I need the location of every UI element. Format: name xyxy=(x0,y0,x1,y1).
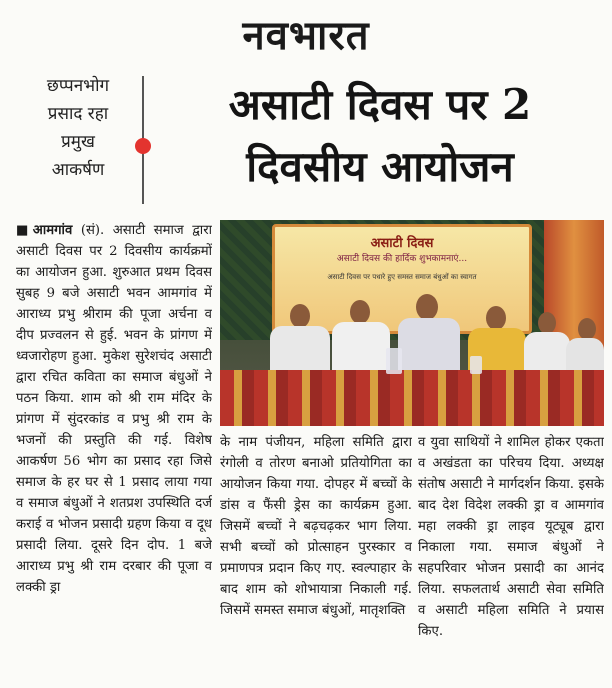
article-column-2: के नाम पंजीयन, महिला समिति द्वारा रंगोली व तोरण बनाओ प्रतियोगिता का आयोजन किया गया. दोपहर में बच्चों के डांस व फैंसी ड्रेस का कार्यक्रम हुआ. जिसमें बच्चों ने बढ़चढ़कर भाग लिया. सभी बच्चों को प्रोत्साहन पुरस्कार व प्रमाणपत्र प्रदान किए गए. स्वल्पाहार के बाद शाम को शोभायात्रा निकाली गई. जिसमें समस्त समाज बंधुओं, मातृशक्ति xyxy=(220,435,412,618)
newspaper-masthead: नवभारत xyxy=(242,12,370,59)
person xyxy=(416,294,438,320)
banner-subtitle: असाटी दिवस की हार्दिक शुभकामनाएं... xyxy=(336,254,468,264)
person xyxy=(290,304,310,328)
article-text-1: (सं). असाटी समाज द्वारा असाटी दिवस पर 2 दिवसीय कार्यक्रमों का आयोजन हुआ. शुरुआत प्रथम दिवस सुबह 9 बजे असाटी भवन आमगांव में आराध्य प्रभु श्रीराम की पूजा अर्चना व दीप प्रज्वलन से हुई. भवन के प्रांगण में ध्वजारोहण हुआ. मुकेश सुरेशचंद असाटी द्वारा रचित कविता का समाज बंधुओं ने पठन किया. शाम को श्री राम मंदिर के प्रांगण में सुंदरकांड व प्रभु श्री राम के भजनों की प्रस्तुति की गई. विशेष आकर्षण 56 भोग का प्रसाद रहा जिसे समाज के हर घर से 1 प्रसाद लाया गया व समाज बंधुओं ने शतप्रश उपस्थिति दर्ज कराई व भोजन प्रसादी ग्रहण किया व दूध प्रसादी लिया. दूसरे दिन दोप. 1 बजे आराध्य प्रभु श्री राम दरबार की पूजा व लक्की ड्रा xyxy=(16,223,212,595)
dateline: ■आमगांव xyxy=(16,223,73,238)
red-dot-bullet-icon xyxy=(135,138,151,154)
sidebar-line: छप्पनभोग xyxy=(46,76,110,96)
person xyxy=(538,312,556,334)
person xyxy=(578,318,596,340)
headline-line: असाटी दिवस पर 2 xyxy=(228,80,532,129)
water-glass xyxy=(470,356,482,374)
sidebar-highlight xyxy=(24,72,132,184)
event-photo xyxy=(220,220,604,426)
headline-line: दिवसीय आयोजन xyxy=(246,142,514,191)
water-glass xyxy=(386,348,402,374)
sidebar-line: प्रमुख xyxy=(61,132,95,152)
banner-welcome: असाटी दिवस पर पधारे हुए समस्त समाज बंधुओं का स्वागत xyxy=(327,273,477,281)
headline xyxy=(160,74,600,198)
person xyxy=(270,326,330,376)
person xyxy=(486,306,506,330)
person xyxy=(332,322,390,376)
person xyxy=(350,300,370,324)
person xyxy=(398,318,460,376)
banner-title: असाटी दिवस xyxy=(370,236,434,251)
sidebar-line: आकर्षण xyxy=(51,160,105,180)
article-column-1 xyxy=(16,220,212,670)
article-column-3: व युवा साथियों ने शामिल होकर एकता व अखंडता का परिचय दिया. अध्यक्ष संतोष असाटी ने मार्गदर्शन किया. इसके बाद देश विदेश लक्की ड्रा व आमगांव महा लक्की ड्रा लाइव यूट्यूब द्वारा निकाला गया. समाज बंधुओं ने सहपरिवार भोजन प्रसादी का आनंद लिया. सफलतार्थ असाटी सेवा समिति व असाटी महिला समिति ने प्रयास किए. xyxy=(418,435,604,639)
sidebar-line: प्रसाद रहा xyxy=(47,104,109,124)
decorated-table xyxy=(220,370,604,426)
